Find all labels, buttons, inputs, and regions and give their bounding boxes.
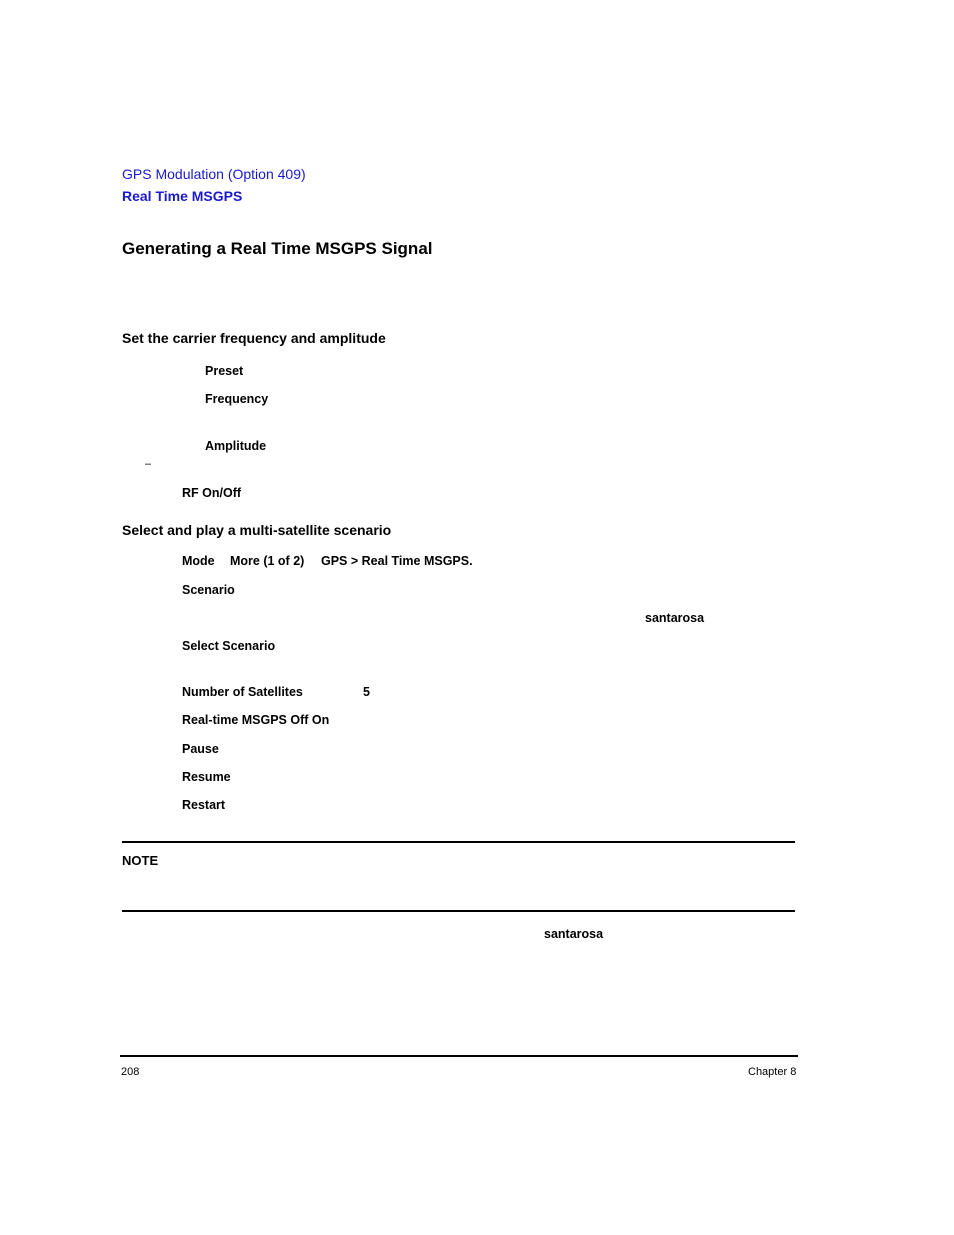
key-scenario: Scenario — [182, 583, 235, 597]
page-number: 208 — [121, 1066, 140, 1078]
note-bottom-rule — [122, 910, 795, 912]
key-realtime-msgps-toggle: Real-time MSGPS Off On — [182, 713, 330, 727]
section-heading-scenario: Select and play a multi-satellite scenario — [122, 522, 392, 538]
breadcrumb-chapter[interactable]: GPS Modulation (Option 409) — [122, 166, 306, 182]
key-gps-path: GPS > Real Time MSGPS. — [321, 554, 473, 568]
key-select-scenario: Select Scenario — [182, 639, 276, 653]
file-santarosa: santarosa — [645, 611, 705, 625]
footer-rule — [120, 1055, 798, 1057]
note-label: NOTE — [122, 853, 159, 868]
page-title: Generating a Real Time MSGPS Signal — [122, 239, 433, 258]
key-amplitude: Amplitude — [205, 439, 267, 453]
key-frequency: Frequency — [205, 392, 269, 406]
key-pause: Pause — [182, 742, 219, 756]
note-top-rule — [122, 841, 795, 843]
key-restart: Restart — [182, 798, 226, 812]
value-number-of-satellites: 5 — [363, 685, 370, 699]
section-heading-carrier: Set the carrier frequency and amplitude — [122, 330, 386, 346]
key-number-of-satellites: Number of Satellites — [182, 685, 303, 699]
key-preset: Preset — [205, 364, 244, 378]
minus-sign: – — [145, 458, 152, 470]
key-more: More (1 of 2) — [230, 554, 305, 568]
footer-chapter: Chapter 8 — [748, 1066, 797, 1078]
key-resume: Resume — [182, 770, 231, 784]
breadcrumb-section[interactable]: Real Time MSGPS — [122, 188, 243, 204]
file-santarosa-after-note: santarosa — [544, 927, 604, 941]
key-mode: Mode — [182, 554, 215, 568]
key-rf-on-off: RF On/Off — [182, 486, 242, 500]
